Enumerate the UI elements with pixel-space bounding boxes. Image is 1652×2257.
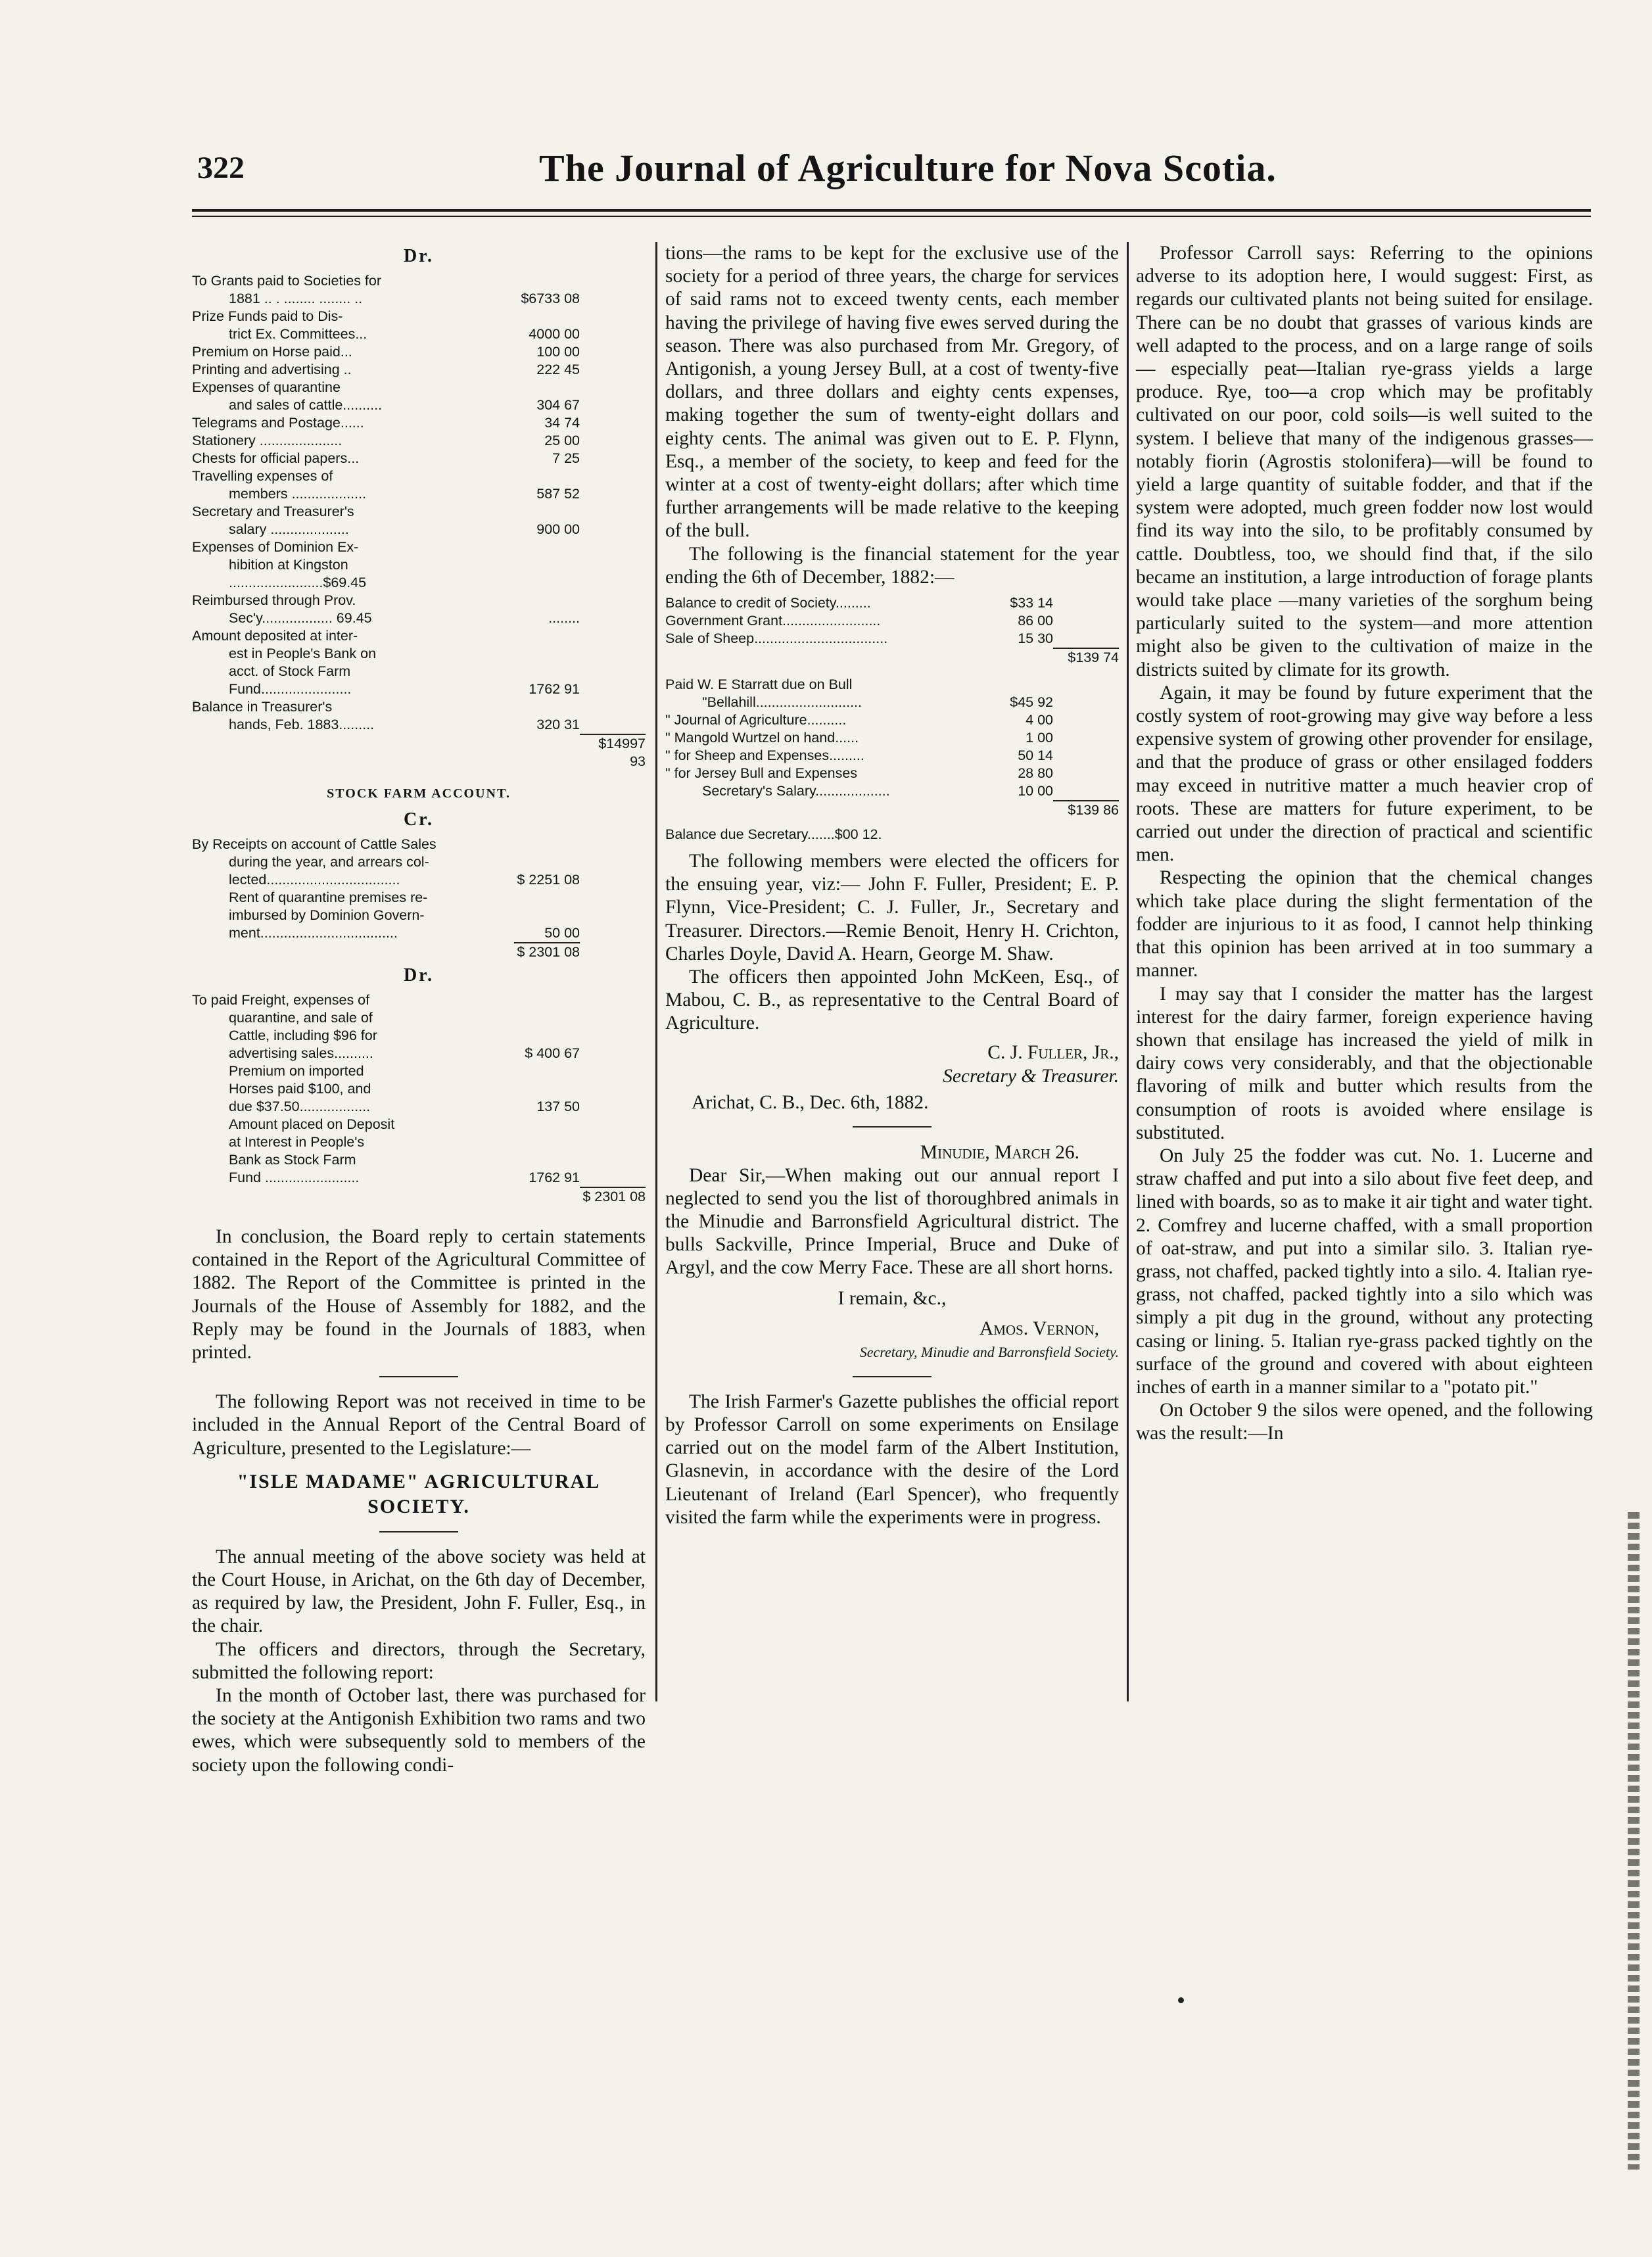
account-amount [514,663,580,680]
column-divider-2 [1127,242,1129,1701]
account-label: Horses paid $100, and [229,1081,371,1097]
account-total [580,379,646,396]
paragraph-carroll: Professor Carroll says: Referring to the opinions adverse to its adoption here, I would suggest: First, as regards our cultivated plants not being suited for ensilage. There can be no doubt that grasses of various kinds are well adapted to the process, and on a large range of soils— especially peat—Italian rye-grass yields a large produce. Rye, too—a crop which may be profitably cultivated on our poor, cold soils—is well suited to the system. I believe that many of the indigenous grasses—notably fiorin (Agrostis stolonifera)—will be found to yield a large quantity of suitable fodder, and that if the system were adopted, much green fodder now lost would find its way into the silo, to be profitably consumed by cattle. Doubtless, too, we should find that, if the silo became an institution, a large introduction of forage plants would take place —many varieties of the sorghum being particularly suited to the system—and more attention might also be given to the cultivation of maize in the districts suited by climate for its growth. [1136,243,1593,680]
account-amount: 4000 00 [529,326,580,342]
account-total [580,325,646,343]
account-label: " Mangold Wurtzel on hand...... [665,730,859,746]
account-total [580,853,646,871]
account-amount [514,853,580,871]
account-amount: 4 00 [1026,712,1053,728]
account-total: $14997 93 [580,734,646,771]
cr-heading: Cr. [403,809,435,830]
account-label: hibition at Kingston [229,557,348,573]
account-label: Bank as Stock Farm [229,1152,356,1168]
account-amount [514,836,580,853]
account-label: Premium on Horse paid... [192,344,352,360]
financial-statement-table [665,594,1119,667]
account-total [580,450,646,467]
account-total [1053,729,1119,747]
account-amount: 15 30 [1018,630,1053,647]
account-total [580,1062,646,1080]
account-row [192,343,646,361]
account-amount [514,1080,580,1098]
account-row [192,485,646,503]
account-row [192,1116,646,1133]
account-amount [514,272,580,290]
paragraph-irish-gazette: The Irish Farmer's Gazette publishes the official report by Professor Carroll on some experiments on Ensilage carried out on the model farm of the Albert Institution, Glasnevin, in accordance with the desire of the Lord Lieutenant of Ireland (Earl Spencer), who frequently visited the farm while the experiments were in progress. [665,1390,1119,1528]
account-amount: $33 14 [1010,595,1053,611]
account-total [580,680,646,698]
account-label: Premium on imported [229,1063,364,1079]
paragraph-october: In the month of October last, there was purchased for the society at the Antigonish Exhibition two rams and two ewes, which were subsequently sold to members of the society upon the following condi- [192,1685,646,1776]
account-total [1053,630,1119,648]
account-amount: 137 50 [536,1099,580,1114]
stock-farm-heading: STOCK FARM ACCOUNT. [327,786,511,801]
account-total [580,592,646,609]
paragraph-i-may-say: I may say that I consider the matter has the largest interest for the dairy farmer, foreign experience having shown that ensilage has increased the yield of milk in dairy cows very considerably, and that the objectionable flavoring of milk and butter which results from the consumption of roots is avoided where ensilage is substituted. [1136,983,1593,1143]
account-amount [514,574,580,592]
account-total [1053,747,1119,765]
account-row [192,627,646,645]
account-label: Balance in Treasurer's [192,699,333,715]
account-row [192,467,646,485]
account-row [192,538,646,556]
account-total [580,521,646,538]
account-row [192,716,646,734]
account-label: advertising sales.......... [229,1045,373,1061]
account-row [192,1062,646,1080]
signature-title: Secretary & Treasurer. [943,1065,1119,1087]
account-amount [514,538,580,556]
account-label: trict Ex. Committees... [229,326,367,342]
closing: I remain, &c., [838,1287,947,1309]
account-row [192,853,646,871]
account-label: Secretary's Salary................... [702,783,890,799]
account-label: "Bellahill........................... [702,694,862,711]
account-row [192,1009,646,1027]
account-total [580,1116,646,1133]
account-total [580,627,646,645]
account-label: Fund....................... [229,681,352,697]
account-label [192,1187,514,1206]
account-label: imbursed by Dominion Govern- [229,907,425,923]
account-amount [514,734,580,771]
account-total [580,485,646,503]
account-total [580,432,646,450]
account-label: " Journal of Agriculture.......... [665,712,847,728]
account-label: Printing and advertising .. [192,362,352,377]
account-row [192,521,646,538]
account-amount [514,379,580,396]
account-label: quarantine, and sale of [229,1010,373,1026]
account-row [192,1098,646,1116]
account-total [1053,594,1119,612]
signature-name-2: Amos. Vernon, [979,1318,1099,1339]
account-total: $139 74 [1053,648,1119,667]
account-total [580,1133,646,1151]
account-amount: 34 74 [544,415,580,431]
account-label: Rent of quarantine premises re- [229,890,428,905]
account-label: acct. of Stock Farm [229,663,351,679]
account-row [192,325,646,343]
dateline: Arichat, C. B., Dec. 6th, 1882. [692,1091,929,1113]
account-total [580,1098,646,1116]
account-total [580,503,646,521]
paragraph-conditions: tions—the rams to be kept for the exclusive use of the society for a period of three years, the charge for services of said rams not to exceed twenty cents, each member having the privilege of having five ewes served during the season. There was also purchased from Mr. Gregory, of Antigonish, a young Jersey Bull, at a cost of twenty-five dollars, and three dollars and eighty cents expenses, making together the sum of twenty-eight dollars and eighty cents. The animal was given out to E. P. Flynn, Esq., a member of the society, to keep and feed for the winter at a cost of twenty-eight dollars; after which time further arrangements will be made relative to the keeping of the bull. [665,243,1119,542]
account-row [192,1169,646,1187]
account-row [192,609,646,627]
account-amount: 1 00 [1026,730,1053,746]
account-row [665,648,1119,667]
account-row [665,729,1119,747]
account-amount: $6733 08 [521,291,580,306]
account-row [192,942,646,961]
account-amount: ........ [548,610,580,626]
account-row [192,907,646,924]
account-amount: 100 00 [536,344,580,360]
account-amount: $ 2251 08 [517,872,580,888]
account-total [580,308,646,325]
account-amount [514,592,580,609]
account-total [580,272,646,290]
account-label: To paid Freight, expenses of [192,992,370,1008]
account-row [192,592,646,609]
account-label: ........................$69.45 [229,575,367,590]
account-row [665,594,1119,612]
account-total [580,907,646,924]
account-row [192,556,646,574]
account-label: and sales of cattle.......... [229,397,383,413]
account-row [192,1151,646,1169]
account-label [192,734,514,771]
account-total [1053,676,1119,694]
signature-name: C. J. Fuller, Jr., [987,1041,1119,1063]
account-label: lected.................................. [229,872,400,888]
account-row [192,1027,646,1045]
account-amount [514,503,580,521]
account-label: Government Grant......................... [665,613,881,629]
account-total [580,538,646,556]
account-label: salary .................... [229,521,349,537]
account-total [580,361,646,379]
account-amount: 25 00 [544,433,580,448]
account-total [580,1151,646,1169]
account-label: Stationery ..................... [192,433,342,448]
account-label: By Receipts on account of Cattle Sales [192,836,437,852]
dr2-account-table [192,991,646,1206]
account-row [192,272,646,290]
account-amount [514,698,580,716]
account-total [580,1027,646,1045]
account-amount: 86 00 [1018,613,1053,629]
paragraph-dear-sir: Dear Sir,—When making out our annual report I neglected to send you the list of thoroughbred animals in the Minudie and Barronsfield Agricultural district. The bulls Sackville, Prince Imperial, Bruce and Duke of Argyl, and the cow Merry Face. These are all short horns. [665,1164,1119,1279]
short-rule [379,1376,458,1377]
paragraph-conclusion: In conclusion, the Board reply to certain statements contained in the Report of the Agricultural Committee of 1882. The Report of the Committee is printed in the Journals of the House of Assembly for 1882, and the Reply may be found in the Journals of 1883, when printed. [192,1226,646,1364]
account-label: during the year, and arrears col- [229,854,429,870]
account-amount [987,648,1053,667]
account-amount [514,991,580,1009]
account-label: Telegrams and Postage...... [192,415,364,431]
account-label: Amount deposited at inter- [192,628,358,644]
account-total [580,645,646,663]
account-total: $ 2301 08 [580,1187,646,1206]
account-total [580,574,646,592]
account-label: at Interest in People's [229,1134,365,1150]
account-total [580,716,646,734]
account-total [580,889,646,907]
account-label: Paid W. E Starratt due on Bull [665,677,853,693]
account-label [192,942,514,961]
account-total [580,1009,646,1027]
account-row [192,680,646,698]
account-total [1053,711,1119,729]
account-label [665,648,987,667]
account-row [192,574,646,592]
account-label: " for Jersey Bull and Expenses [665,765,858,782]
account-amount [514,1009,580,1027]
account-amount: $45 92 [1010,694,1053,711]
account-label: Chests for official papers... [192,450,360,466]
account-row [192,991,646,1009]
account-amount: 1762 91 [529,681,580,697]
account-amount: 320 31 [536,717,580,732]
account-amount [514,1116,580,1133]
account-amount: 10 00 [1018,783,1053,799]
account-row [192,361,646,379]
account-total [1053,694,1119,711]
account-total: $139 86 [1053,800,1119,819]
account-row [192,1045,646,1062]
paragraph-again: Again, it may be found by future experiment that the costly system of root-growing may give way before a less expensive system of growing other provender for ensilage, and that the produce of grass or other ensilaged fodders may exceed in nutritive matter a much heavier crop of roots. These are matters for future experiment, to be carried out under the direction of practical and scientific men. [1136,682,1593,866]
account-label: 1881 .. . ........ ........ .. [229,291,363,306]
account-row [192,1080,646,1098]
account-amount: $ 400 67 [525,1045,580,1061]
payments-table [665,676,1119,819]
account-amount [514,1187,580,1206]
account-label: Amount placed on Deposit [229,1116,395,1132]
page-number: 322 [197,151,245,185]
account-amount: 222 45 [536,362,580,377]
account-row [192,734,646,771]
account-row [192,414,646,432]
account-total [580,396,646,414]
account-row [192,663,646,680]
account-row [665,800,1119,819]
short-rule [853,1126,932,1128]
account-total [1053,612,1119,630]
signature-title-2: Secretary, Minudie and Barronsfield Society. [859,1343,1119,1360]
paragraph-financial: The following is the financial statement for the year ending the 6th of December, 1882:— [665,543,1119,588]
account-amount [514,907,580,924]
account-row [192,836,646,853]
account-row [192,698,646,716]
account-total [580,991,646,1009]
account-total [580,871,646,889]
paragraph-members: The following members were elected the officers for the ensuing year, viz:— John F. Fuller, President; E. P. Flynn, Vice-President; C. J. Fuller, Jr., Secretary and Treasurer. Directors.—Remie Benoit, Henry H. Crichton, Charles Doyle, David A. Hearn, George M. Shaw. [665,851,1119,964]
account-label: est in People's Bank on [229,646,377,661]
account-total [580,942,646,961]
dr2-heading: Dr. [403,965,435,986]
account-row [192,645,646,663]
account-row [192,1133,646,1151]
header-rule-bottom [192,216,1591,217]
account-row [192,889,646,907]
account-amount: 304 67 [536,397,580,413]
account-total [1053,765,1119,782]
account-label: Travelling expenses of [192,468,333,484]
paragraph-respecting: Respecting the opinion that the chemical changes which take place during the slight fermentation of the fodder are injurious to it as food, I cannot help thinking that this opinion has been arrived at in too summary a manner. [1136,867,1593,982]
account-amount [514,1151,580,1169]
account-amount [514,556,580,574]
account-row [665,676,1119,694]
account-row [192,871,646,889]
account-row [665,612,1119,630]
column-1 [192,242,646,1777]
account-label: Fund ........................ [229,1170,360,1185]
column-2 [665,242,1119,1529]
account-row [192,503,646,521]
account-row [192,924,646,942]
section-title: "ISLE MADAME" AGRICULTURAL SOCIETY. [237,1470,601,1517]
account-label: Sec'y.................. 69.45 [229,610,372,626]
account-label: ment................................... [229,925,398,941]
account-amount: 7 25 [552,450,580,466]
account-amount [514,308,580,325]
header-rule-top [192,209,1591,212]
account-total [580,467,646,485]
account-total [580,698,646,716]
account-row [665,765,1119,782]
account-total [580,924,646,942]
account-total [1053,782,1119,800]
account-total [580,343,646,361]
account-label: members ................... [229,486,367,502]
ink-dot [1178,1997,1184,2003]
column-3 [1136,242,1593,1446]
account-amount: 587 52 [536,486,580,502]
balance-due-line: Balance due Secretary.......$00 12. [665,826,882,843]
account-total [580,556,646,574]
page-edge [1628,1512,1640,2170]
account-row [192,1187,646,1206]
paragraph-july: On July 25 the fodder was cut. No. 1. Lucerne and straw chaffed and put into a silo about five feet deep, and lined with boards, so as to make it air tight and water tight. 2. Comfrey and lucerne chaffed, with a small proportion of oat-straw, and put into a similar silo. 3. Italian rye-grass, not chaffed, packed tightly into a silo. 4. Italian rye-grass, not chaffed, packed tightly into a silo which was simply a pit dug in the ground, without any protecting casing or lining. 5. Italian rye-grass packed tightly on the surface of the ground and covered with about eighteen inches of earth in a manner similar to a "potato pit." [1136,1145,1593,1398]
account-row [665,747,1119,765]
account-label: To Grants paid to Societies for [192,273,382,289]
short-rule [853,1376,932,1377]
account-label: " for Sheep and Expenses......... [665,748,864,764]
account-amount [987,676,1053,694]
paragraph-appointed: The officers then appointed John McKeen, Esq., of Mabou, C. B., as representative to the Central Board of Agriculture. [665,966,1119,1034]
account-row [192,396,646,414]
account-label: Expenses of Dominion Ex- [192,539,359,555]
paragraph-october-9: On October 9 the silos were opened, and the following was the result:—In [1136,1400,1593,1444]
account-amount [514,1133,580,1151]
running-title: The Journal of Agriculture for Nova Scotia. [539,147,1277,189]
account-label: hands, Feb. 1883......... [229,717,375,732]
account-label [665,800,987,819]
account-total [580,836,646,853]
column-divider-1 [655,242,657,1701]
account-row [192,450,646,467]
account-total [580,290,646,308]
account-total [580,663,646,680]
account-row [192,308,646,325]
account-amount [514,1027,580,1045]
account-amount: 1762 91 [529,1170,580,1185]
dr-heading: Dr. [403,246,435,266]
account-total [580,414,646,432]
account-label: Reimbursed through Prov. [192,592,356,608]
account-amount: $ 2301 08 [514,942,580,961]
account-total [580,1045,646,1062]
account-label: Expenses of quarantine [192,379,341,395]
account-row [665,630,1119,648]
account-row [665,782,1119,800]
account-label: Prize Funds paid to Dis- [192,308,343,324]
account-amount [514,467,580,485]
account-row [665,711,1119,729]
minudie-dateline: Minudie, March 26. [920,1141,1079,1163]
account-amount: 28 80 [1018,765,1053,782]
account-amount [514,645,580,663]
account-amount [514,889,580,907]
account-label: due $37.50.................. [229,1099,371,1114]
account-amount [514,1062,580,1080]
short-rule [379,1531,458,1532]
account-row [192,432,646,450]
account-row [665,694,1119,711]
account-total [580,1169,646,1187]
dr-account-table [192,272,646,771]
account-row [192,379,646,396]
account-total [580,1080,646,1098]
paragraph-annual-meeting: The annual meeting of the above society was held at the Court House, in Arichat, on the 6th day of December, as required by law, the President, John F. Fuller, Esq., in the chair. [192,1546,646,1637]
cr-account-table [192,836,646,961]
paragraph-officers: The officers and directors, through the Secretary, submitted the following report: [192,1638,646,1683]
paragraph-following-report: The following Report was not received in time to be included in the Annual Report of the Central Board of Agriculture, presented to the Legislature:— [192,1391,646,1459]
account-amount [987,800,1053,819]
account-amount: 50 00 [544,925,580,941]
account-label: Secretary and Treasurer's [192,504,354,519]
account-total [580,609,646,627]
account-amount: 50 14 [1018,748,1053,764]
account-amount: 900 00 [536,521,580,537]
account-label: Cattle, including $96 for [229,1028,377,1043]
account-label: Sale of Sheep.................................. [665,630,888,647]
account-label: Balance to credit of Society......... [665,595,871,611]
account-amount [514,627,580,645]
account-row [192,290,646,308]
